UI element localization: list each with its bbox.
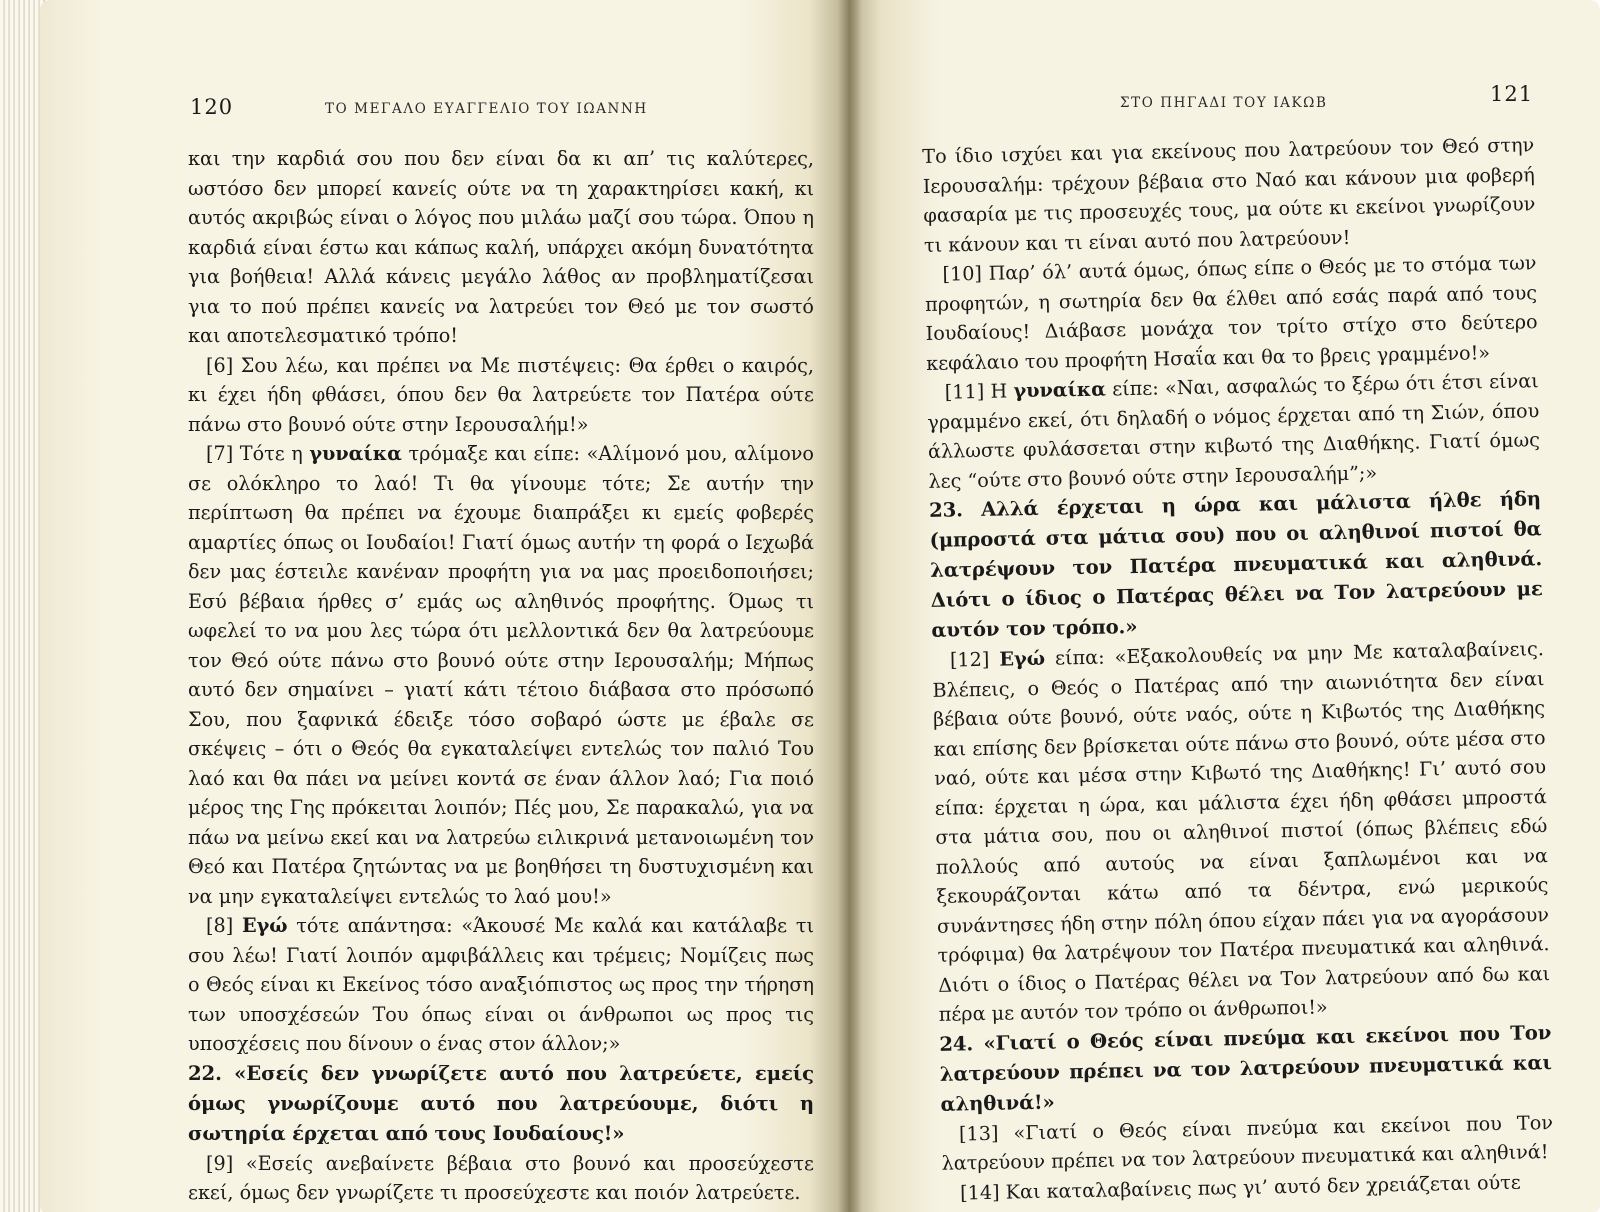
left-paragraph-2: [6] Σου λέω, και πρέπει να Με πιστέψεις: Θα έρθει ο καιρός, κι έχει ήδη φθάσει, όπου δεν θα λατρεύετε τον Πατέρα ούτε πάνω στο βουνό ούτε στην Ιερουσαλήμ!» xyxy=(188,353,814,436)
left-paragraph-4 xyxy=(188,911,814,1059)
right-text-block xyxy=(922,130,1554,1208)
right-paragraph-3-pre: [11] Η xyxy=(944,379,1014,404)
left-paragraph-3-post: τρόμαξε και είπε: «Αλίμονό μου, αλίμονο σε ολόκληρο το λαό! Τι θα γίνουμε τότε; Σε αυτήν την περίπτωση θα πρέπει να έχουμε διαπράξει κι εμείς φοβερές αμαρτίες όπως οι Ιουδαίοι! Γιατί όμως αυτήν τη φορά ο Ιεχωβά δεν μας έστειλε κανέναν προφήτη για να μας προειδοποιήσει; Εσύ βέβαια ήρθες σ’ εμάς ως αληθινός προφήτης. Όμως τι ωφελεί το να μου λες τώρα ότι μελλοντικά δεν θα λατρεύουμε τον Θεό ούτε πάνω στο βουνό ούτε στην Ιερουσαλήμ; Μήπως αυτό δεν σημαίνει – γιατί κάτι τέτοιο διάβασα στο πρόσωπό Σου, που ξαφνικά έδειξε τόσο σοβαρό ώστε με έβαλε σε σκέψεις – ότι ο Θεός θα εγκαταλείψει εντελώς τον παλιό Του λαό και θα πάει να μείνει κοντά σε έναν άλλον λαό; Για ποιό μέρος της Γης πρόκειται λοιπόν; Πές μου, Σε παρακαλώ, για να πάω να μείνω εκεί και να λατρεύω ειλικρινά μετανοιωμένη τον Θεό και Πατέρα ζητώντας να με βοηθήσει τη δυστυχισμένη και να μην εγκαταλείψει εντελώς το λαό μου!» xyxy=(188,442,814,908)
left-paragraph-4-post: τότε απάντησα: «Άκουσέ Με καλά και κατάλαβε τι σου λέω! Γιατί λοιπόν αμφιβάλλεις και τρέμεις; Νομίζεις πως ο Θεός είναι κι Εκείνος τόσο αναξιόπιστος ως προς την τήρηση των υποσχέσεών Του όπως είναι οι άνθρωποι ως προς τις υποσχέσεις που δίνουν ο ένας στον άλλον;» xyxy=(188,914,814,1055)
left-page xyxy=(40,0,850,1212)
right-speaker-i: Εγώ xyxy=(999,646,1046,671)
left-paragraph-3 xyxy=(188,439,814,911)
verse-22-heading: 22. «Εσείς δεν γνωρίζετε αυτό που λατρεύετε, εμείς όμως γνωρίζουμε αυτό που λατρεύουμε, διότι η σωτηρία έρχεται από τους Ιουδαίους!» xyxy=(188,1061,814,1145)
left-page-header xyxy=(40,0,850,140)
right-paragraph-6: [14] Και καταλαβαίνεις πως γι’ αυτό δεν χρειάζεται ούτε xyxy=(959,1170,1521,1204)
left-page-number: 120 xyxy=(190,95,234,119)
verse-23-heading: 23. Αλλά έρχεται η ώρα και μάλιστα ήλθε ήδη (μπροστά στα μάτια σου) που οι αληθινοί πιστοί θα λατρέψουν τον Πατέρα πνευματικά και αληθινά. Διότι ο ίδιος ο Πατέρας θέλει να Τον λατρεύουν με αυτόν τον τρόπο.» xyxy=(928,487,1543,642)
right-paragraph-4-post: είπα: «Εξακολουθείς να μην Με καταλαβαίνεις. Βλέπεις, ο Θεός ο Πατέρας από την αιωνιότητα δεν είναι βέβαια ούτε βουνό, ούτε ναός, ούτε η Κιβωτός της Διαθήκης και επίσης δεν βρίσκεται ούτε πάνω στο βουνό, ούτε μέσα στο ναό, ούτε και μέσα στην Κιβωτό της Διαθήκης! Γι’ αυτό σου είπα: έρχεται η ώρα, και μάλιστα έχει ήδη φθάσει μπροστά στα μάτια σου, που οι αληθινοί πιστοί (όπως βλέπεις εδώ πολλούς από αυτούς να είναι ξαπλωμένοι και να ξεκουράζονται κάτω από τα δέντρα, ενώ μερικούς συνάντησες ήδη στην πόλη όπου είχαν πάει για να αγοράσουν τρόφιμα) θα λατρέψουν τον Πατέρα πνευματικά και αληθινά. Διότι ο ίδιος ο Πατέρας θέλει να Τον λατρεύουν από δω και πέρα με αυτόν τον τρόπο οι άνθρωποι!» xyxy=(932,637,1551,1026)
right-paragraph-3 xyxy=(927,366,1541,496)
right-paragraph-1: Το ίδιο ισχύει και για εκείνους που λατρεύουν τον Θεό στην Ιερουσαλήμ: τρέχουν βέβαια στο Ναό και κάνουν μια φοβερή φασαρία με τις προσευχές τους, μα ούτε κι εκείνοι γνωρίζουν τι κάνουν και τι είναι αυτό που λατρεύουν! xyxy=(922,133,1536,257)
right-running-title: ΣΤΟ ΠΗΓΑΔΙ ΤΟΥ ΙΑΚΩΒ xyxy=(1120,95,1328,111)
verse-24-heading: 24. «Γιατί ο Θεός είναι πνεύμα και εκείνοι που Τον λατρεύουν πρέπει να τον λατρεύουν πνευματικά και αληθινά!» xyxy=(939,1020,1552,1116)
left-paragraph-5: [9] «Εσείς ανεβαίνετε βέβαια στο βουνό και προσεύχεστε εκεί, όμως δεν γνωρίζετε τι προσεύχεστε και ποιόν λατρεύετε. xyxy=(188,1151,814,1204)
right-page-number: 121 xyxy=(1490,82,1534,106)
right-speaker-woman: γυναίκα xyxy=(1013,377,1107,403)
page-edges xyxy=(0,0,45,1212)
left-paragraph-4-pre: [8] xyxy=(206,914,242,937)
right-paragraph-3-post: είπε: «Ναι, ασφαλώς το ξέρω ότι έτσι είναι γραμμένο εκεί, ότι δηλαδή ο νόμος έρχεται από τη Σιών, όπου άλλωστε φυλάσσεται στην κιβωτό της Διαθήκης. Γιατί όμως λες “ούτε στο βουνό ούτε στην Ιερουσαλήμ”;» xyxy=(927,369,1541,493)
left-running-title: ΤΟ ΜΕΓΑΛΟ ΕΥΑΓΓΕΛΙΟ ΤΟΥ ΙΩΑΝΝΗ xyxy=(325,101,648,117)
right-page xyxy=(850,0,1600,1212)
right-paragraph-2: [10] Παρ’ όλ’ αυτά όμως, όπως είπε ο Θεός με το στόμα των προφητών, η σωτηρία δεν θα έλθει από εσάς παρά από τους Ιουδαίους! Διάβασε μονάχα τον τρίτο στίχο στο δεύτερο κεφάλαιο του προφήτη Ησαΐα και θα το βρεις γραμμένο!» xyxy=(924,251,1538,375)
left-speaker-i: Εγώ xyxy=(241,914,288,937)
right-page-header xyxy=(850,0,1600,140)
left-paragraph-1: και την καρδιά σου που δεν είναι δα κι απ’ τις καλύτερες, ωστόσο δεν μπορεί κανείς ούτε να τη χαρακτηρίσει κακή, κι αυτός ακριβώς είναι ο λόγος που μιλάω μαζί σου τώρα. Όπου η καρδιά είναι έστω και κάπως καλή, υπάρχει ακόμη δυνατότητα για βοήθεια! Αλλά κάνεις μεγάλο λάθος αν προβληματίζεσαι για το πού πρέπει κανείς να λατρεύει τον Θεό με τον σωστό και αποτελεσματικό τρόπο! xyxy=(188,147,814,347)
right-paragraph-4-pre: [12] xyxy=(949,647,1000,672)
left-paragraph-3-pre: [7] Τότε η xyxy=(206,442,310,465)
right-paragraph-5: [13] «Γιατί ο Θεός είναι πνεύμα και εκείνοι που Τον λατρεύουν πρέπει να τον λατρεύουν πνευματικά και αληθινά! xyxy=(941,1110,1554,1175)
left-speaker-woman: γυναίκα xyxy=(309,442,402,465)
right-paragraph-4 xyxy=(932,634,1551,1029)
book-gutter-shadow xyxy=(838,0,862,1212)
left-text-block xyxy=(188,144,814,1208)
